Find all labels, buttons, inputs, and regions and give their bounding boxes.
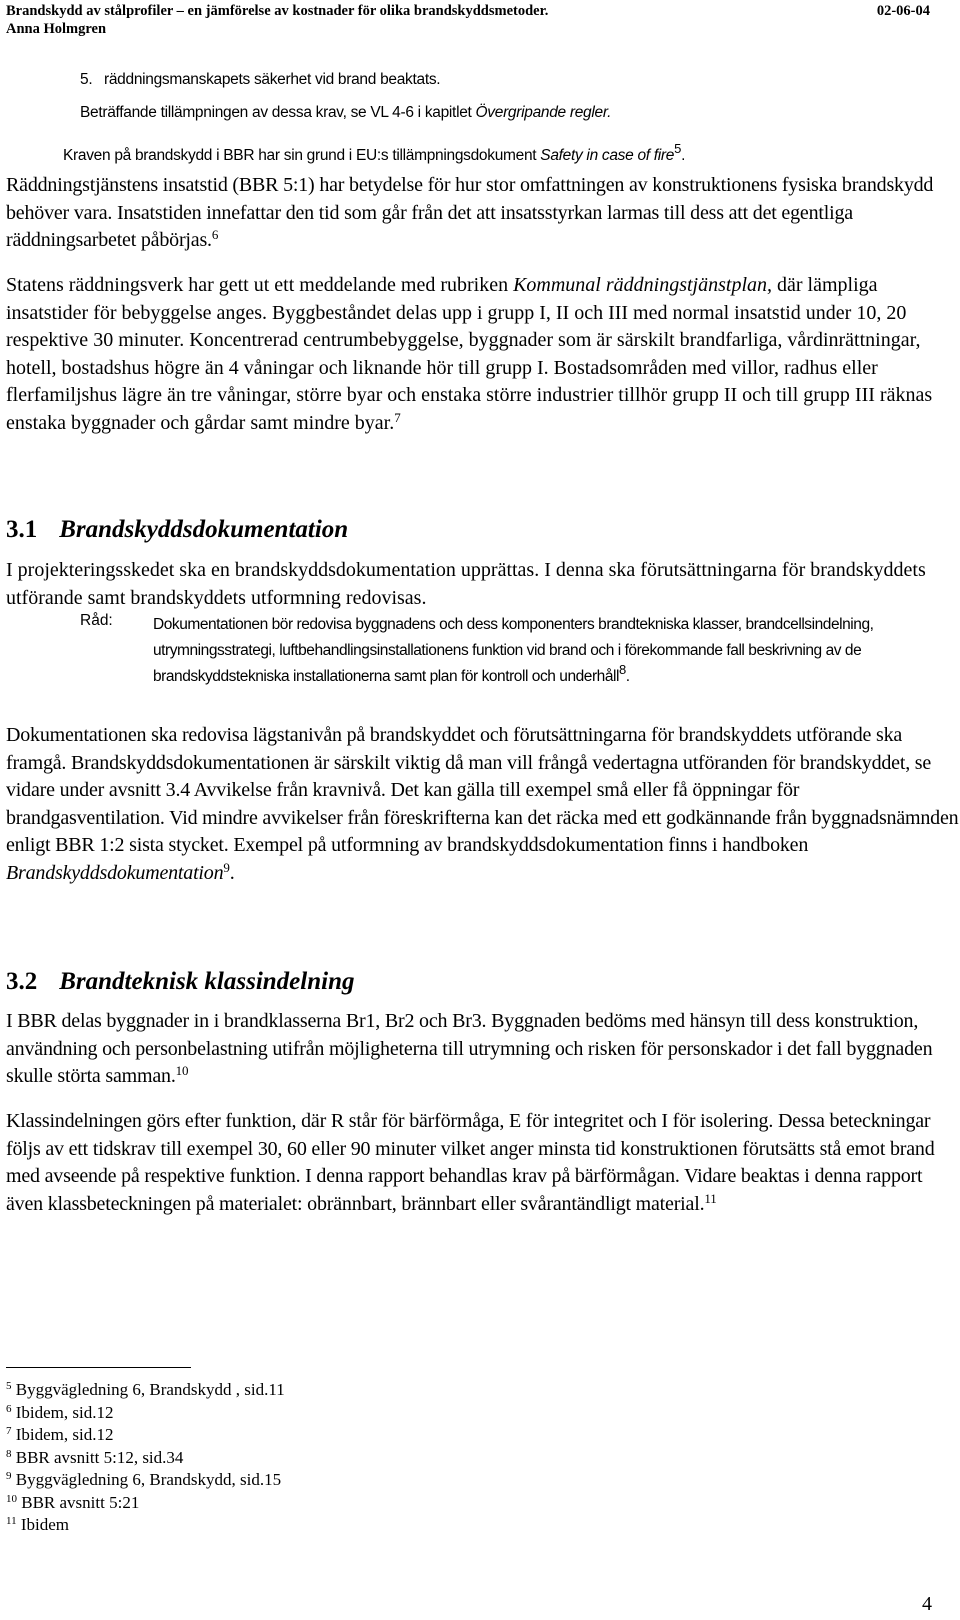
eu-prefix: Kraven på brandskydd i BBR har sin grund i EU:s tillämpningsdokument [63, 147, 541, 164]
handbook-title: Brandskyddsdokumentation [6, 861, 224, 884]
footnote-ref-6: 6 [211, 227, 219, 242]
footnote-number: 11 [6, 1515, 17, 1527]
advice-label: Råd: [80, 612, 113, 629]
footnote-text: BBR avsnitt 5:21 [21, 1492, 140, 1512]
footnote-number: 8 [6, 1447, 12, 1460]
footnote-separator [6, 1367, 191, 1368]
page-number: 4 [922, 1593, 932, 1615]
section-title: Brandskyddsdokumentation [59, 516, 349, 543]
footnote-number: 9 [6, 1470, 12, 1482]
section-heading-3-2 [6, 968, 354, 996]
eu-line [63, 141, 686, 165]
section-3-1-body-end: . [229, 861, 235, 884]
footnote [6, 1380, 285, 1400]
footnote-ref-10: 10 [175, 1063, 189, 1078]
section-3-2-p2-text: Klassindelningen görs efter funktion, där R står för bärförmåga, E för integritet och I för isolering. Dessa beteckningar följs av ett tidskrav till exempel 30, 60 eller 90 minuter vilket anger minsta tid konstruktionen förutsätts stå emot brand med avseende på respektive funktion. I denna rapport behandlas krav på bärförmågan. Vidare beaktas i denna rapport även klassbeteckningen på materialet: obrännbart, brännbart eller svårantändligt material. [6, 1110, 935, 1215]
section-number: 3.1 [6, 516, 38, 543]
footnote-ref-8: 8 [619, 662, 626, 677]
paragraph-raddningsverk-text: där lämpliga insatstider för bebyggelse anges. Byggbeståndet delas upp i grupp I, II och III med normal insatstid under 10, 20 respektive 30 minuter. Koncentrerad centrumbebyggelse, byggnader som är särskilt brandfarliga, vårdinrättningar, hotell, bostadshus högre än 4 våningar och liknande hör till grupp I. Bostadsområden med villor, radhus eller flerfamiljshus lägre än tre våningar, större byar och enstaka större industrier tillhör grupp II och till grupp III räknas enstaka byggnader och gårdar samt mindre byar. [6, 274, 933, 434]
paragraph-raddningsverk-italic: Kommunal räddningstjänstplan, [513, 274, 772, 296]
eu-italic: Safety in case of fire [540, 147, 675, 164]
footnote-number: 7 [6, 1425, 12, 1437]
footnote-text: Ibidem, sid.12 [15, 1402, 114, 1422]
section-3-2-paragraph-2 [6, 1108, 960, 1218]
footnote-number: 10 [6, 1492, 17, 1505]
footnote [6, 1515, 69, 1535]
section-3-1-body [6, 722, 960, 887]
paragraph-insatstid-text: Räddningstjänstens insatstid (BBR 5:1) har betydelse för hur stor omfattningen av konstruktionens fysiska brandskydd behöver vara. Insatstiden innefattar den tid som går från det att insatsstyrkan larmas till dess att det egentliga räddningsarbetet påbörjas. [6, 174, 934, 251]
section-3-1-intro: I projekteringsskedet ska en brandskyddsdokumentation upprättas. I denna ska förutsättningarna för brandskyddets utförande samt brandskyddets utformning redovisas. [6, 559, 926, 609]
footnote-text: BBR avsnitt 5:12, sid.34 [15, 1447, 184, 1467]
advice-text-body: Dokumentationen bör redovisa byggnadens och dess komponenters brandtekniska klasser, brandcellsindelning, utrymningsstrategi, luftbehandlingsinstallationens funktion vid brand och i förekommande fall beskrivning av de brandskyddstekniska installationerna samt plan för kontroll och underhåll [153, 616, 874, 685]
section-title: Brandteknisk klassindelning [59, 968, 355, 995]
list-item-text: räddningsmanskapets säkerhet vid brand beaktats. [104, 71, 441, 88]
footnote-ref-7: 7 [394, 409, 401, 425]
footnote-ref-5: 5 [674, 141, 682, 156]
section-heading-3-1 [6, 516, 348, 544]
footnote-ref-9: 9 [223, 859, 230, 875]
footnote [6, 1403, 114, 1423]
section-3-2-paragraph-1 [6, 1008, 960, 1091]
reference-line [80, 104, 611, 122]
running-header-date: 02-06-04 [876, 3, 930, 19]
advice-text [153, 612, 943, 690]
list-item-number: 5. [80, 71, 93, 88]
footnote-text: Byggvägledning 6, Brandskydd, sid.15 [15, 1470, 282, 1489]
footnote-text: Byggvägledning 6, Brandskydd , sid.11 [15, 1380, 285, 1399]
section-3-1-body-text: Dokumentationen ska redovisa lägstanivån på brandskyddet och förutsättningarna för brandskyddets utförande ska framgå. Brandskyddsdokumentationen är särskilt viktig då man vill frångå vedertagna utföranden för brandskyddet, se vidare under avsnitt 3.4 Avvikelse från kravnivå. Det kan gälla till exempel små eller få öppningar för brandgasventilation. Vid mindre avvikelser från föreskrifterna kan det räcka med ett godkännande från byggnadsnämnden enligt BBR 1:2 sista stycket. Exempel på utformning av brandskyddsdokumentation finns i handboken [6, 724, 959, 856]
footnote [6, 1425, 114, 1445]
footnote-ref-11: 11 [704, 1190, 717, 1206]
running-header-author: Anna Holmgren [6, 21, 107, 37]
footnote-number: 6 [6, 1402, 12, 1415]
reference-italic: Övergripande regler. [475, 104, 612, 121]
footnote-text: Ibidem [20, 1515, 69, 1534]
advice-text-end: . [625, 668, 630, 685]
footnote [6, 1493, 139, 1513]
running-header-title: Brandskydd av stålprofiler – en jämförelse av kostnader för olika brandskyddsmetoder. [6, 3, 549, 19]
section-number: 3.2 [6, 968, 38, 995]
eu-suffix: . [681, 147, 686, 164]
footnote [6, 1448, 183, 1468]
footnote [6, 1470, 281, 1490]
paragraph-raddningsverk [6, 272, 960, 437]
paragraph-insatstid [6, 172, 960, 255]
footnote-number: 5 [6, 1380, 12, 1392]
paragraph-raddningsverk-intro: Statens räddningsverk har gett ut ett meddelande med rubriken [6, 274, 514, 296]
reference-prefix: Beträffande tillämpningen av dessa krav, se VL 4-6 i kapitlet [80, 104, 476, 121]
section-3-2-p1-text: I BBR delas byggnader in i brandklasserna Br1, Br2 och Br3. Byggnaden bedöms med hänsyn till dess konstruktion, användning och personbelastning utifrån möjligheterna till utrymning och risken för personskador i det fall byggnaden skulle störta samman. [6, 1010, 933, 1087]
footnote-text: Ibidem, sid.12 [15, 1425, 114, 1444]
